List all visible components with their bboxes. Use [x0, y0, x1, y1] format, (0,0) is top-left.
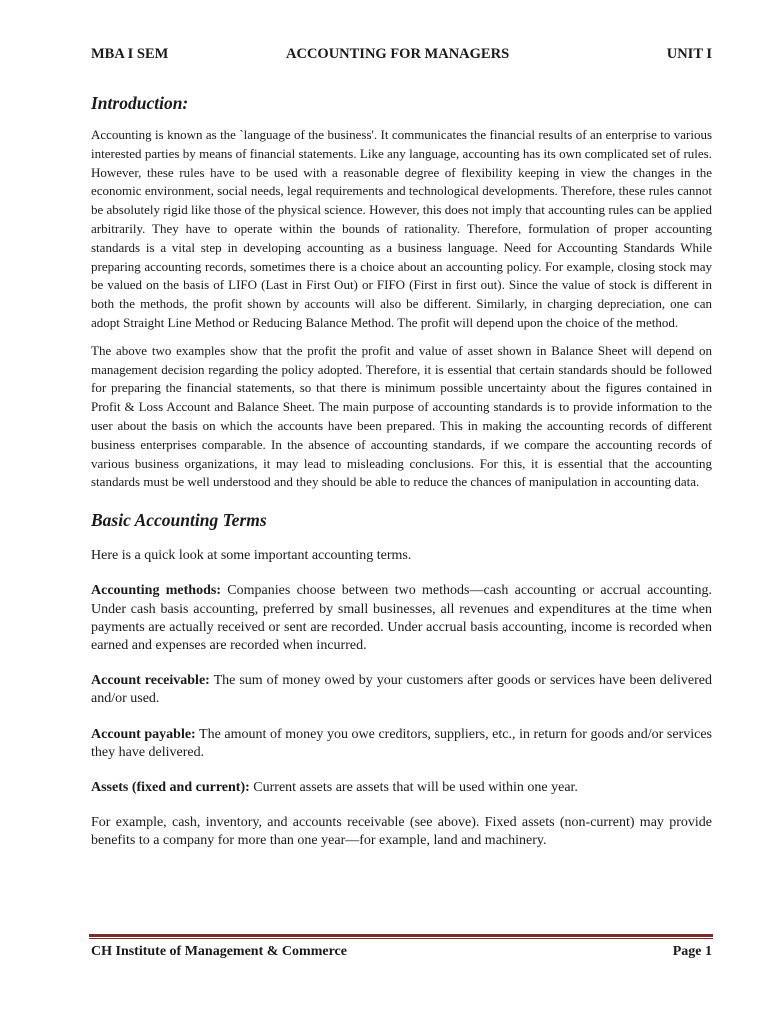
basic-terms-heading: Basic Accounting Terms: [91, 510, 267, 531]
term-assets: [91, 779, 712, 797]
term-definition: Current assets are assets that will be used within one year.: [249, 779, 578, 795]
footer-page-number: Page 1: [672, 944, 712, 959]
term-label: Accounting methods:: [91, 583, 221, 599]
term-definition: Companies choose between two methods—cash accounting or accrual accounting. Under cash basis accounting, preferred by small businesses, all revenues and expenditures at the time when payments are actually received or sent are recorded. Under accrual basis accounting, income is recorded when earned and expenses are recorded when incurred.: [91, 583, 712, 653]
footer-institute: CH Institute of Management & Commerce: [91, 944, 347, 959]
term-account-payable: [91, 726, 712, 762]
intro-paragraph-2: The above two examples show that the profit the profit and value of asset shown in Balance Sheet will depend on management decision regarding the policy adopted. Therefore, it is essential that certain standards should be followed for preparing the financial statements, so that there is minimum possible uncertainty about the figures contained in Profit & Loss Account and Balance Sheet. The main purpose of accounting standards is to provide information to the user about the basis on which the accounts have been prepared. This in making the accounting records of different business enterprises comparable. In the absence of accounting standards, if we compare the accounting records of various business organizations, it may lead to misleading conclusions. For this, it is essential that the accounting standards must be well understood and they should be able to reduce the chances of manipulation in accounting data.: [91, 342, 712, 490]
basic-terms-lead: Here is a quick look at some important accounting terms.: [91, 548, 412, 564]
term-definition: The sum of money owed by your customers after goods or services have been delivered and/or used.: [91, 673, 712, 707]
term-label: Account payable:: [91, 726, 196, 742]
header-course: MBA I SEM: [91, 46, 169, 62]
document-body: [91, 91, 712, 851]
assets-example-paragraph: For example, cash, inventory, and accounts receivable (see above). Fixed assets (non-current) may provide benefits to a company for more than one year—for example, land and machinery.: [91, 815, 712, 849]
term-accounting-methods: [91, 582, 712, 655]
page-header: [91, 46, 712, 66]
intro-paragraph-1: Accounting is known as the `language of the business'. It communicates the financial results of an enterprise to various interested parties by means of financial statements. Like any language, accounting has its own complicated set of rules. However, these rules have to be used with a reasonable degree of flexibility keeping in view the changes in the economic environment, social needs, legal requirements and technological developments. Therefore, these rules cannot be absolutely rigid like those of the physical science. However, this does not imply that accounting rules can be applied arbitrarily. They have to operate within the bounds of rationality. Therefore, formulation of proper accounting standards is a vital step in developing accounting as a business language. Need for Accounting Standards While preparing accounting records, sometimes there is a choice about an accounting policy. For example, closing stock may be valued on the basis of LIFO (Last in First Out) or FIFO (First in first out). Since the value of stock is different in both the methods, the profit shown by accounts will also be different. Similarly, in charging depreciation, one can adopt Straight Line Method or Reducing Balance Method. The profit will depend upon the choice of the method.: [91, 127, 712, 330]
intro-heading: Introduction:: [91, 93, 189, 113]
term-account-receivable: [91, 672, 712, 708]
footer-rule-thick: [89, 934, 713, 937]
footer-rule-thin: [89, 938, 713, 939]
term-label: Account receivable:: [91, 673, 210, 689]
term-definition: The amount of money you owe creditors, suppliers, etc., in return for goods and/or services they have delivered.: [91, 726, 712, 760]
footer-rule: [89, 934, 713, 940]
term-label: Assets (fixed and current):: [91, 779, 250, 795]
header-subject: ACCOUNTING FOR MANAGERS: [286, 46, 510, 62]
header-unit: UNIT I: [666, 46, 712, 62]
page-footer: [91, 944, 712, 962]
